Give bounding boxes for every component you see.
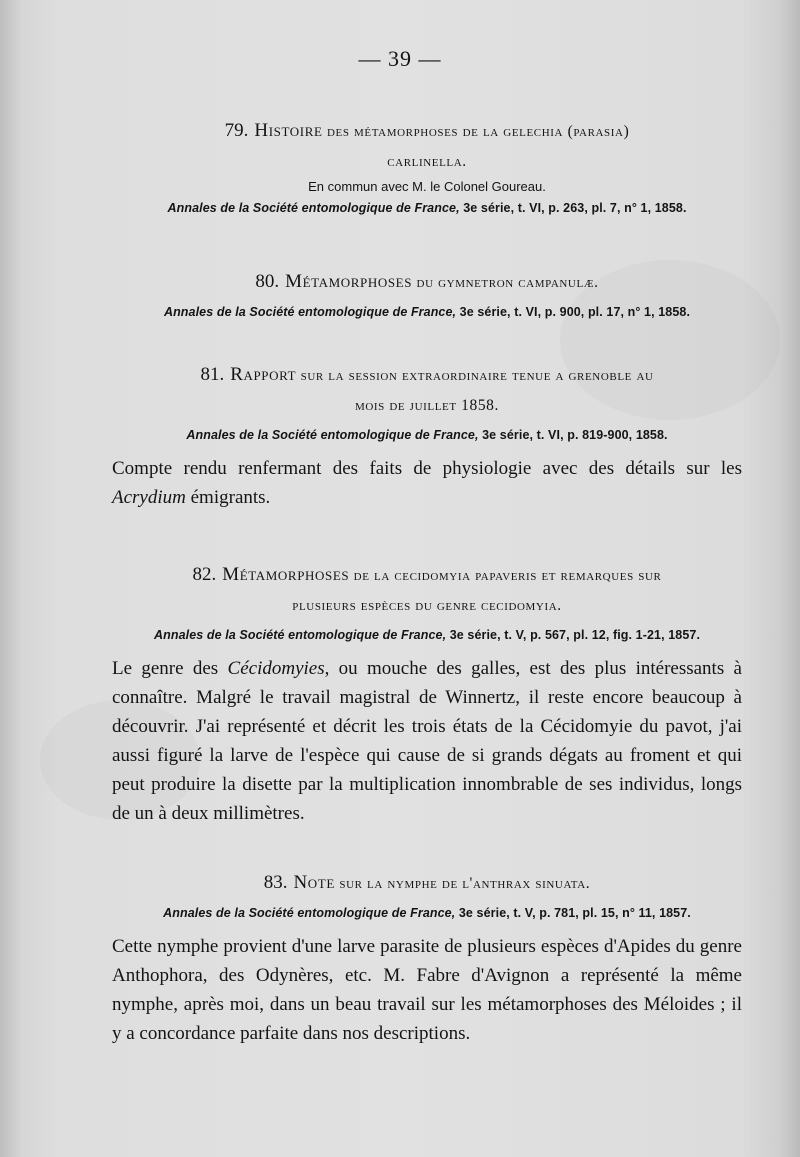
entry-heading	[112, 560, 742, 621]
title-rest: sur la session extraordinaire tenue a grenoble au	[296, 367, 654, 384]
description-text: Le genre des	[112, 658, 228, 679]
description-text: , ou mouche des galles, est des plus intéressants à connaître. Malgré le travail magistral de Winnertz, il reste encore beaucoup à découvrir. J'ai représenté et décrit les trois états de la Cécidomyie du pavot, j'ai aussi figuré la larve de l'espèce qui cause de si grands dégats au froment et qui peut produire la disette par la multiplication innombrable de ses individus, longs de un à deux millimètres.	[112, 658, 742, 824]
description-text: Cette nymphe provient d'une larve parasite de plusieurs espèces d'Apides du genre Anthophora, des Odynères, etc. M. Fabre d'Avignon a représenté la même nymphe, après moi, dans un beau travail sur les métamorphoses des Méloides ; il y a concordance parfaite dans nos descriptions.	[112, 936, 742, 1044]
citation-ref: 3e série, t. V, p. 781, pl. 15, n° 11, 1857.	[455, 906, 691, 920]
entry-81	[112, 360, 742, 512]
citation-ref: 3e série, t. VI, p. 819-900, 1858.	[478, 428, 668, 442]
title-line2: mois de juillet 1858.	[354, 397, 500, 414]
title-first-word: Métamorphoses	[222, 564, 350, 585]
title-rest: des métamorphoses de la gelechia (parasia)	[322, 123, 630, 140]
description-text: Compte rendu renfermant des faits de physiologie avec des détails sur les	[112, 458, 742, 479]
entry-heading	[112, 116, 742, 177]
journal-name: Annales de la Société entomologique de France,	[163, 305, 457, 319]
coauthor-note: En commun avec M. le Colonel Goureau.	[308, 179, 546, 194]
description-emphasis: Cécidomyies	[227, 658, 325, 679]
description-paragraph	[112, 654, 742, 828]
entry-83	[112, 868, 742, 1048]
title-first-word: Métamorphoses	[285, 271, 413, 292]
journal-name: Annales de la Société entomologique de France,	[163, 906, 456, 920]
title-rest: de la cecidomyia papaveris et remarques sur	[349, 567, 662, 584]
citation-ref: 3e série, t. VI, p. 900, pl. 17, n° 1, 1858.	[456, 305, 691, 319]
title-first-word: Histoire	[254, 120, 323, 141]
entry-number: 80.	[255, 271, 280, 292]
entry-82	[112, 560, 742, 828]
citation	[112, 428, 742, 442]
entry-description	[112, 654, 742, 828]
title-first-word: Rapport	[230, 364, 297, 385]
entry-number: 82.	[192, 564, 217, 585]
entry-80	[112, 267, 742, 319]
title-first-word: Note	[293, 872, 335, 893]
entry-description	[112, 932, 742, 1048]
description-paragraph	[112, 932, 742, 1048]
page-number: — 39 —	[358, 46, 442, 71]
citation	[112, 628, 742, 642]
title-line2: carlinella.	[387, 153, 467, 170]
entry-number: 81.	[200, 364, 225, 385]
entry-79	[112, 116, 742, 215]
title-line2: plusieurs espèces du genre cecidomyia.	[292, 597, 562, 614]
citation	[112, 201, 742, 215]
journal-name: Annales de la Société entomologique de France,	[167, 201, 460, 215]
citation	[112, 305, 742, 319]
journal-name: Annales de la Société entomologique de France,	[153, 628, 447, 642]
description-text: émigrants.	[185, 487, 271, 508]
entry-heading	[112, 868, 742, 899]
description-emphasis: Acrydium	[112, 487, 186, 508]
entry-description	[112, 454, 742, 512]
entry-heading	[112, 267, 742, 298]
title-rest: sur la nymphe de l'anthrax sinuata.	[334, 875, 591, 892]
citation-ref: 3e série, t. V, p. 567, pl. 12, fig. 1-21, 1857.	[446, 628, 701, 642]
journal-name: Annales de la Société entomologique de France,	[186, 428, 479, 442]
citation-ref: 3e série, t. VI, p. 263, pl. 7, n° 1, 1858.	[459, 201, 687, 215]
entry-number: 79.	[224, 120, 249, 141]
description-paragraph	[112, 454, 742, 512]
citation	[112, 906, 742, 920]
title-rest: du gymnetron campanulæ.	[412, 274, 599, 291]
entry-heading	[112, 360, 742, 421]
entry-number: 83.	[263, 872, 288, 893]
